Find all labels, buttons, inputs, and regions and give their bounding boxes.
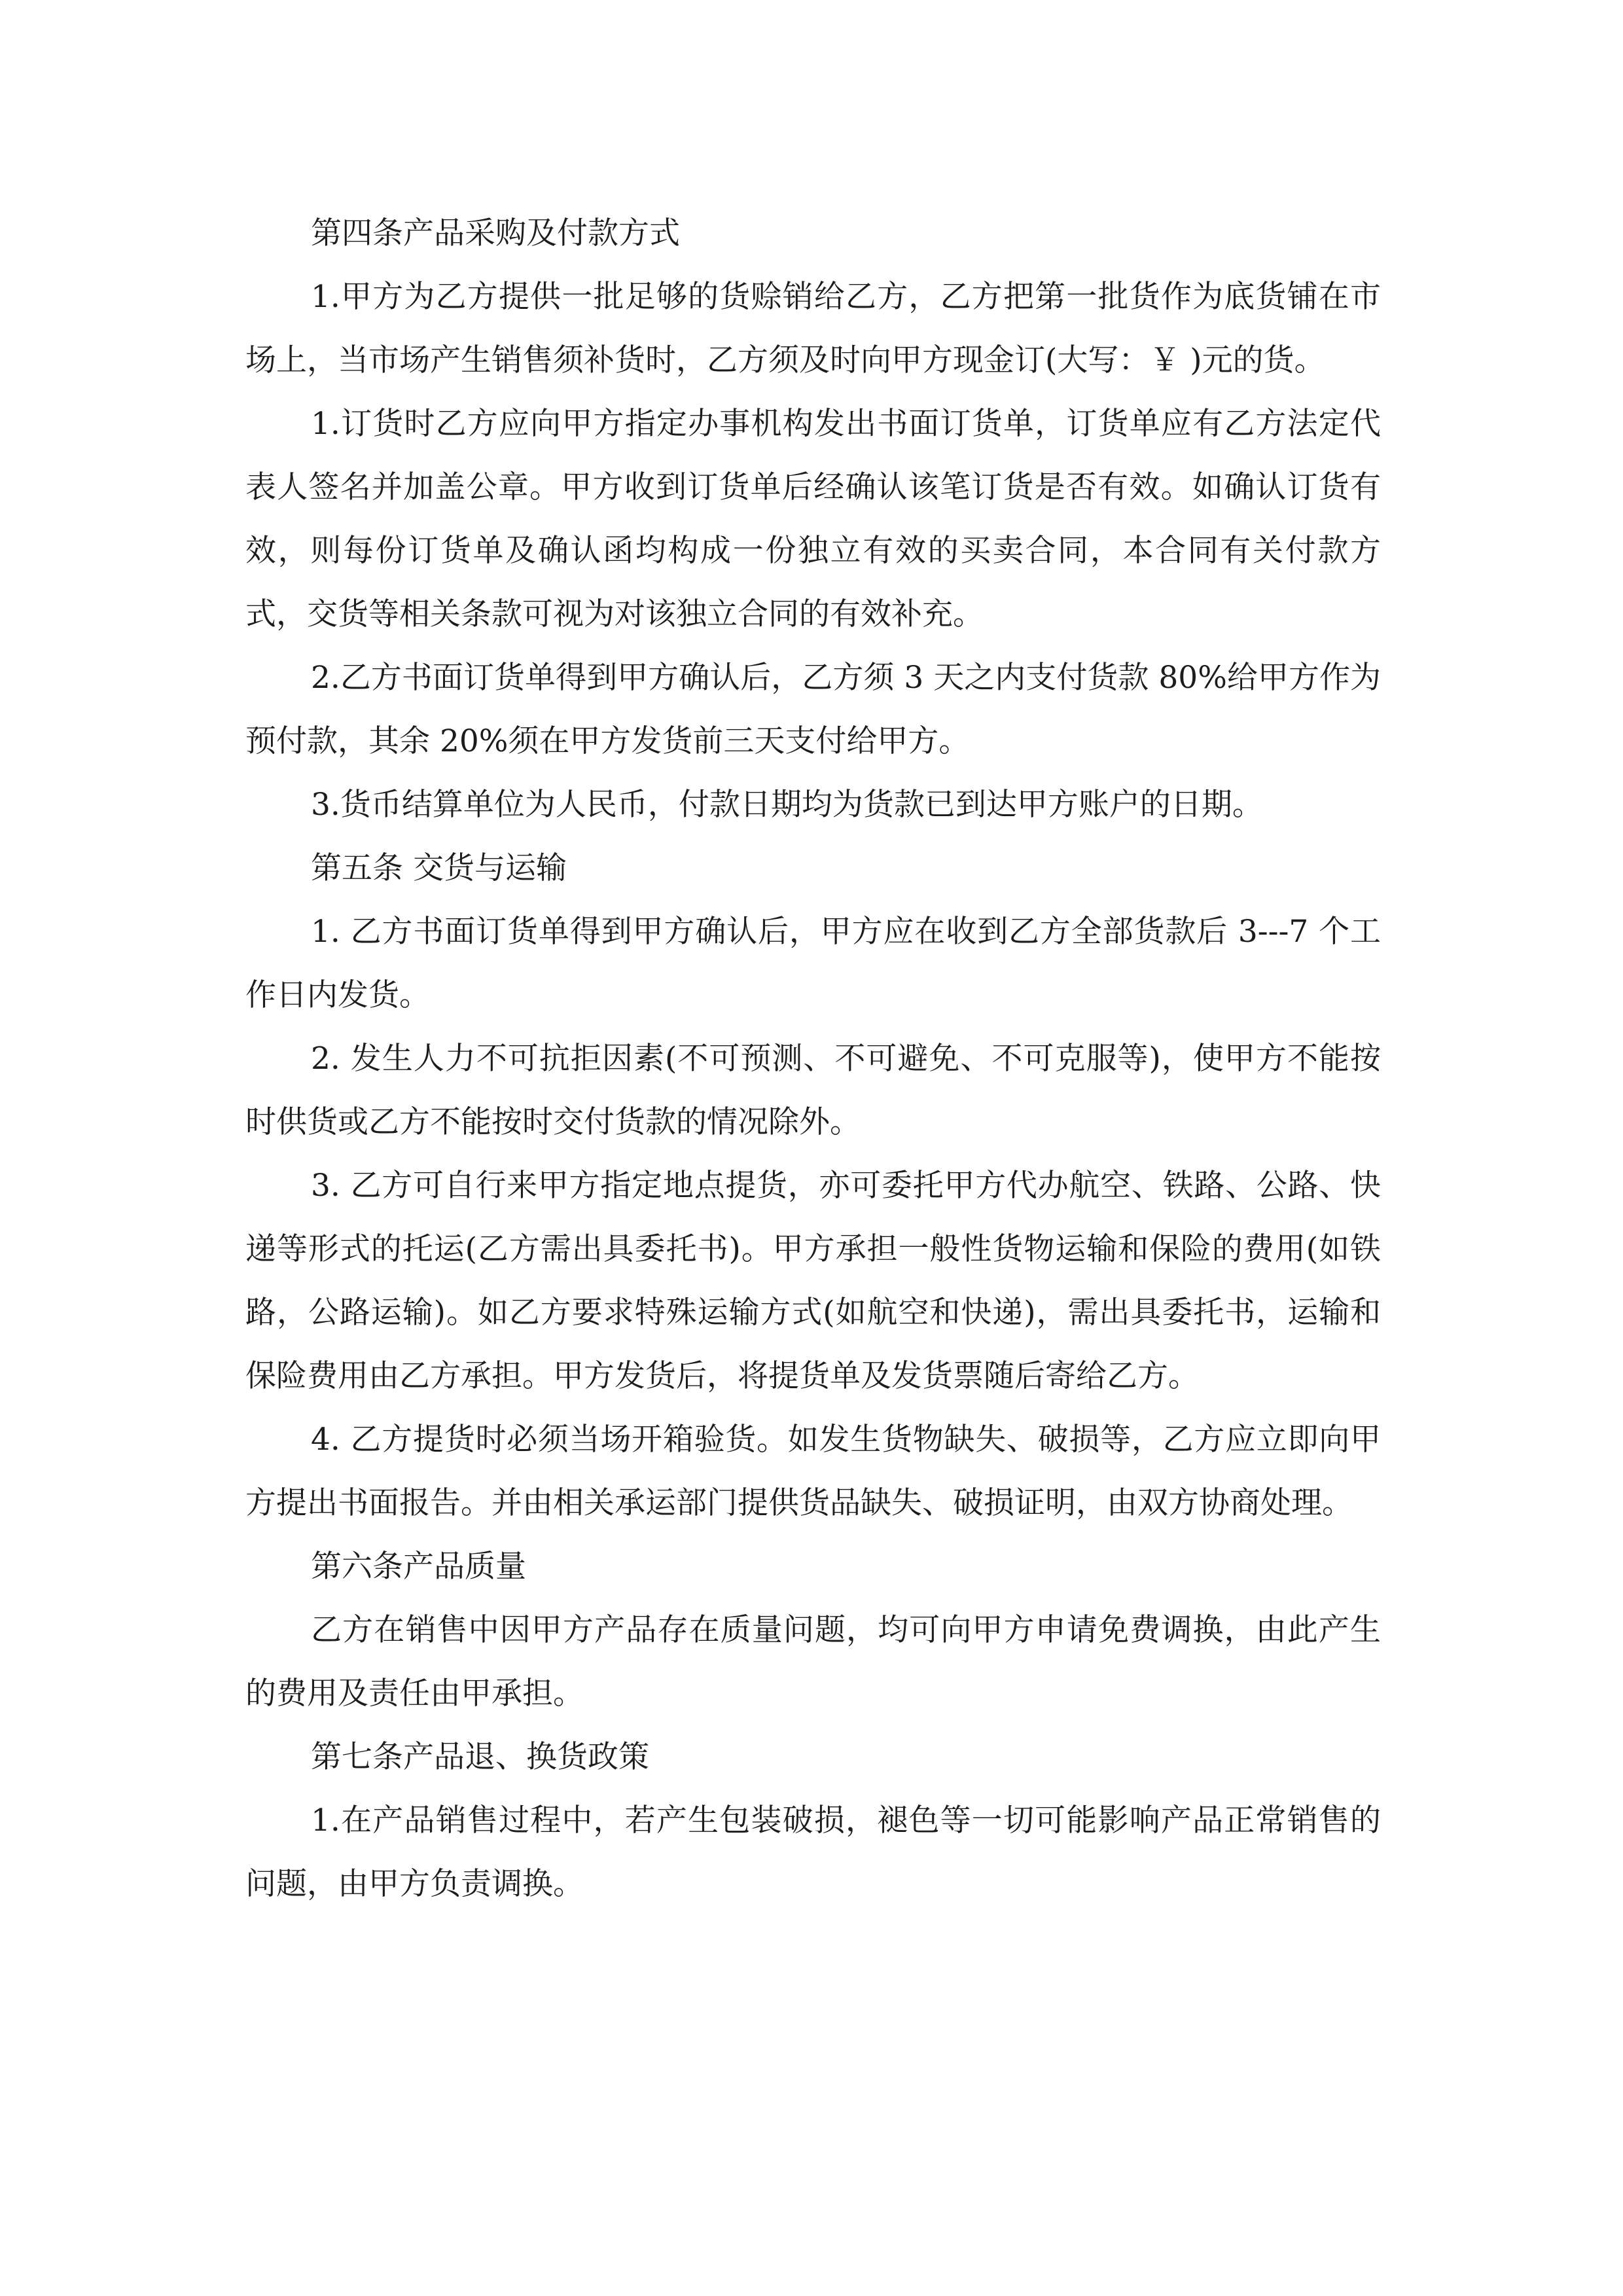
article-5-heading: 第五条 交货与运输 [311,850,567,886]
article-5-clause-1: 1. 乙方书面订货单得到甲方确认后，甲方应在收到乙方全部货款后 3---7 个工作日内发货。 [245,914,1381,1013]
article-5-clause-2: 2. 发生人力不可抗拒因素(不可预测、不可避免、不可克服等)，使甲方不能按时供货或乙方不能按时交付货款的情况除外。 [245,1041,1381,1140]
article-6-body: 乙方在销售中因甲方产品存在质量问题，均可向甲方申请免费调换，由此产生的费用及责任由甲承担。 [245,1612,1381,1712]
article-4-heading: 第四条产品采购及付款方式 [311,215,680,251]
article-4-clause-1a: 1.甲方为乙方提供一批足够的货赊销给乙方，乙方把第一批货作为底货铺在市场上，当市场产生销售须补货时，乙方须及时向甲方现金订(大写：￥ )元的货。 [245,279,1381,378]
article-4-clause-3: 3.货币结算单位为人民币，付款日期均为货款已到达甲方账户的日期。 [311,787,1263,823]
article-5-clause-3: 3. 乙方可自行来甲方指定地点提货，亦可委托甲方代办航空、铁路、公路、快递等形式的托运(乙方需出具委托书)。甲方承担一般性货物运输和保险的费用(如铁路，公路运输)。如乙方要求特殊运输方式(如航空和快递)，需出具委托书，运输和保险费用由乙方承担。甲方发货后，将提货单及发货票随后寄给乙方。 [245,1168,1381,1394]
article-4-clause-1b: 1.订货时乙方应向甲方指定办事机构发出书面订货单，订货单应有乙方法定代表人签名并加盖公章。甲方收到订货单后经确认该笔订货是否有效。如确认订货有效，则每份订货单及确认函均构成一份独立有效的买卖合同，本合同有关付款方式，交货等相关条款可视为对该独立合同的有效补充。 [245,406,1381,632]
article-7-clause-1: 1.在产品销售过程中，若产生包装破损，褪色等一切可能影响产品正常销售的问题，由甲方负责调换。 [245,1803,1381,1902]
article-7-heading: 第七条产品退、换货政策 [311,1739,649,1775]
article-5-clause-4: 4. 乙方提货时必须当场开箱验货。如发生货物缺失、破损等，乙方应立即向甲方提出书面报告。并由相关承运部门提供货品缺失、破损证明，由双方协商处理。 [245,1422,1381,1521]
document-body [245,202,1381,1916]
article-6-heading: 第六条产品质量 [311,1549,526,1585]
article-4-clause-2: 2.乙方书面订货单得到甲方确认后，乙方须 3 天之内支付货款 80%给甲方作为预付款，其余 20%须在甲方发货前三天支付给甲方。 [245,660,1381,759]
